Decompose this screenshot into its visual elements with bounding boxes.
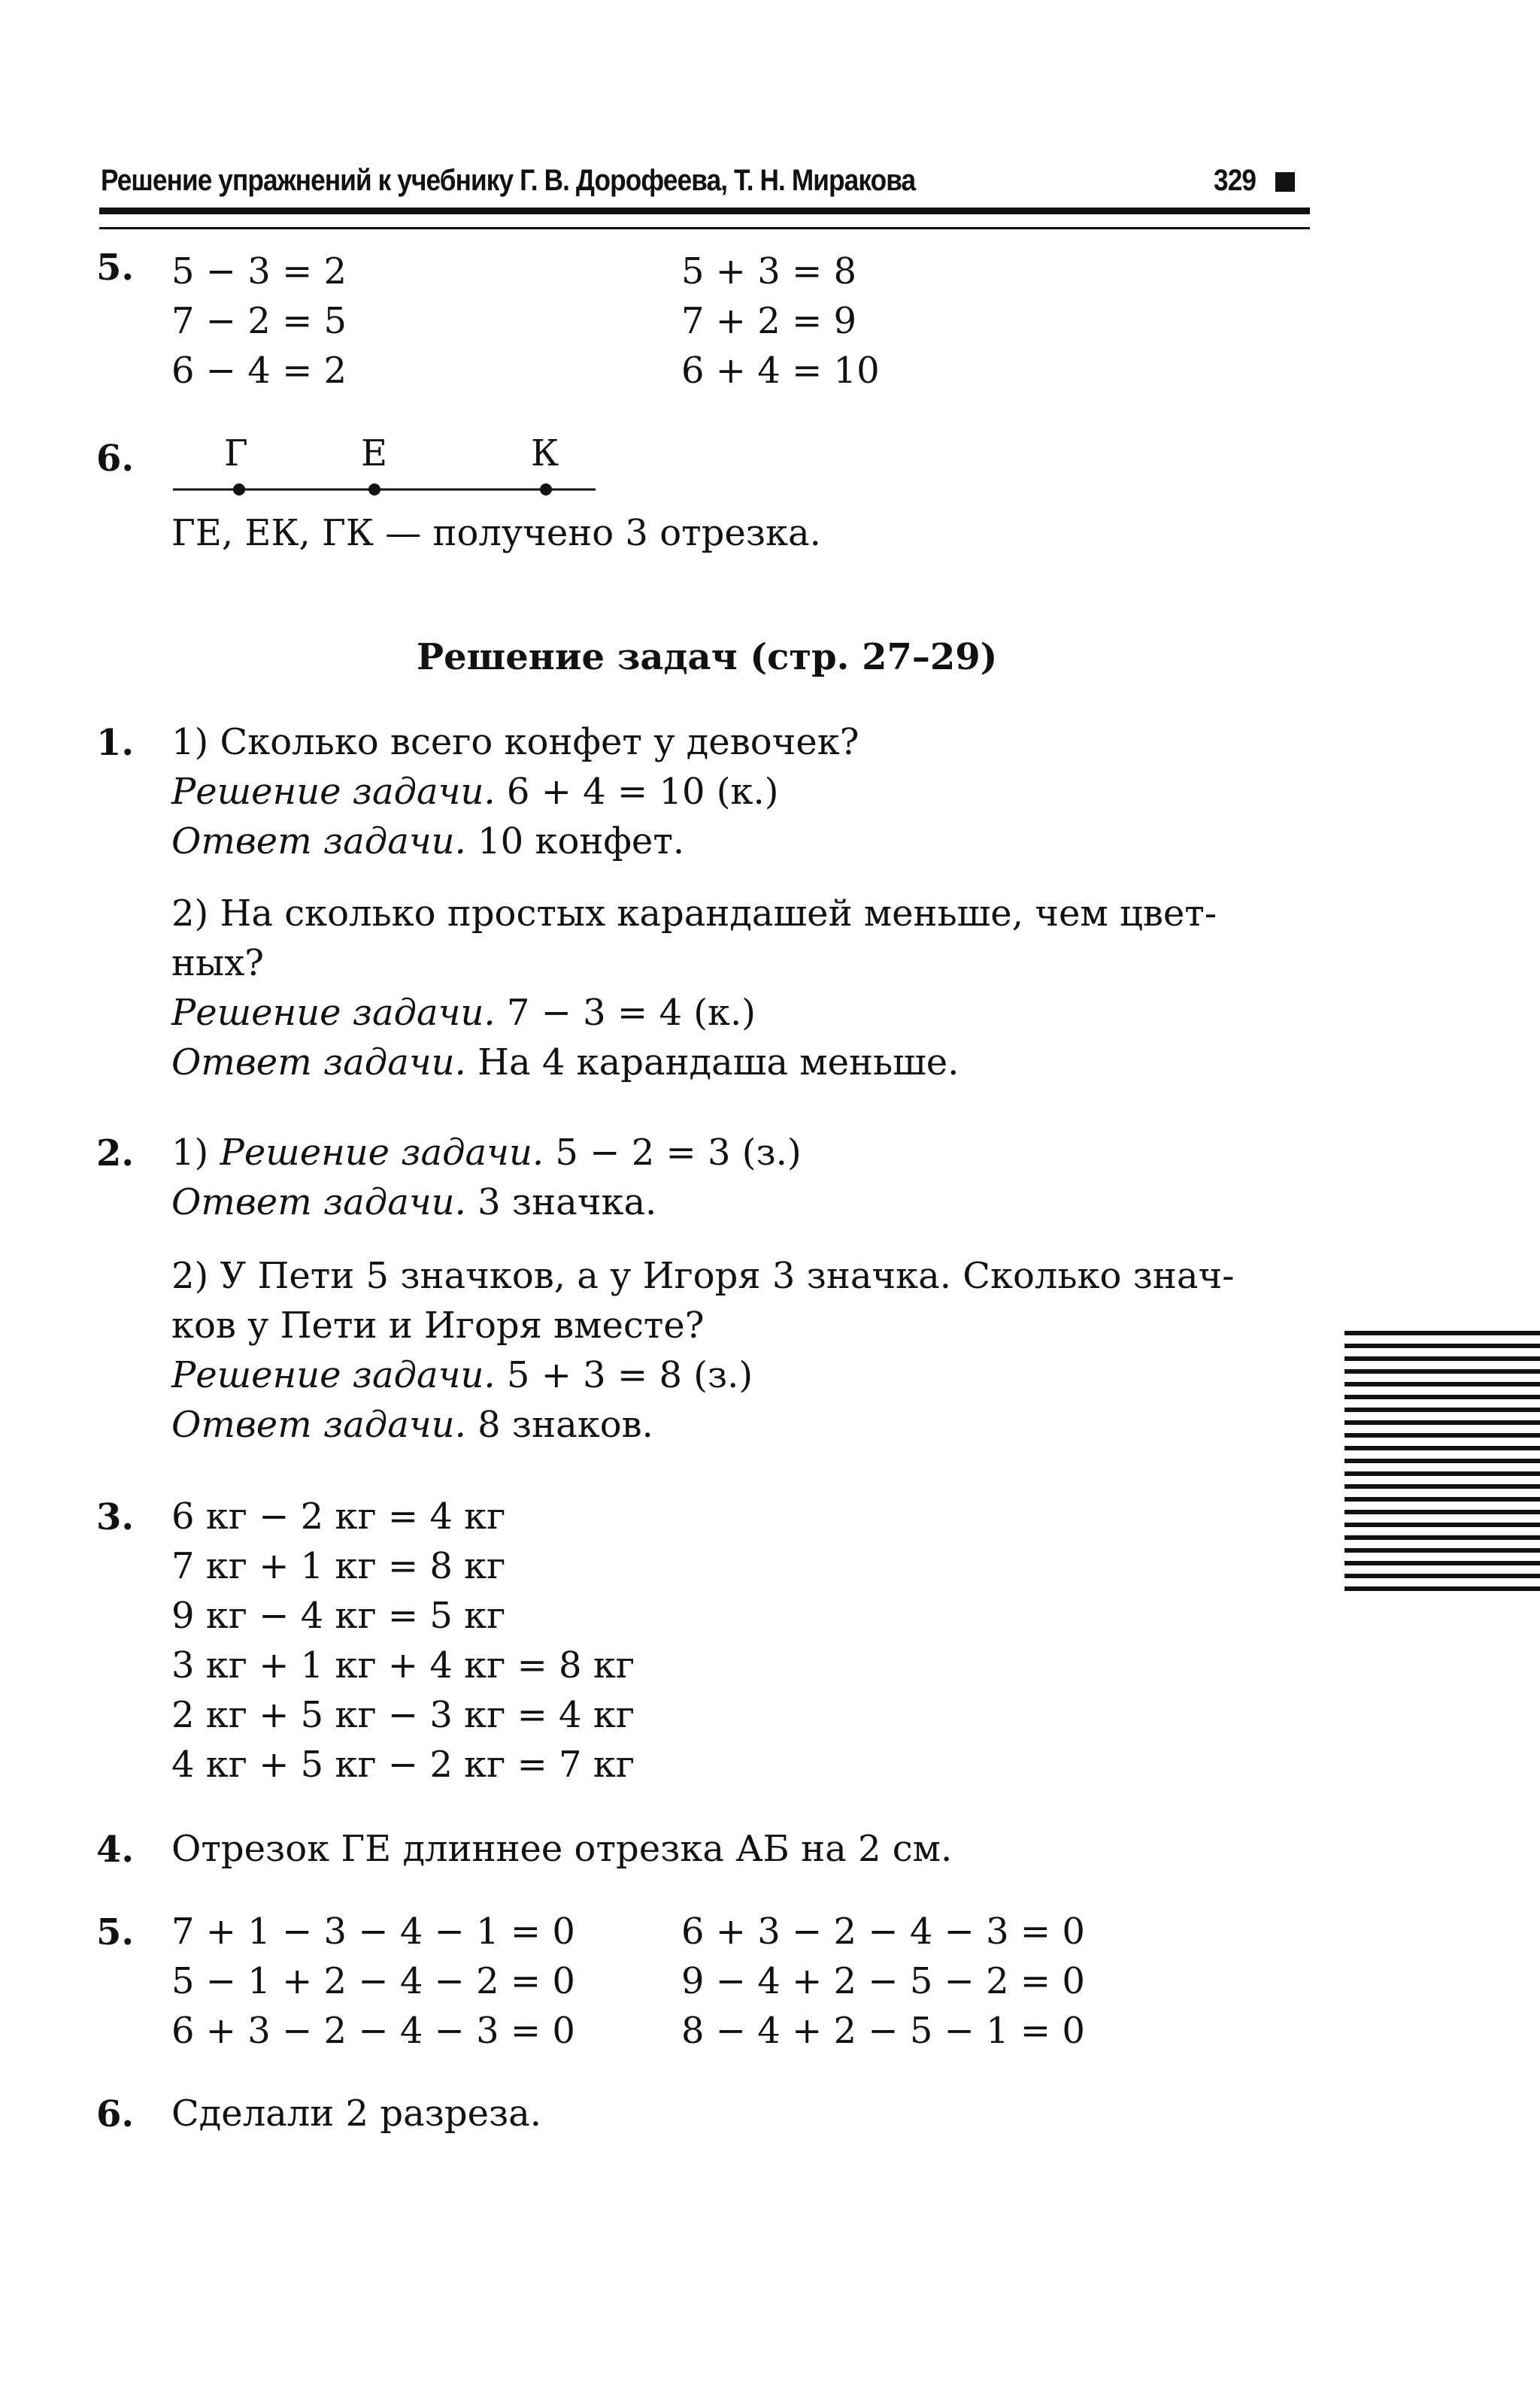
solution-value: 6 + 4 = 10 (к.)	[495, 771, 779, 813]
answer-line	[171, 1177, 656, 1227]
answer-value: 10 конфет.	[465, 820, 685, 862]
equation-line: 6 + 3 − 2 − 4 − 3 = 0	[171, 2010, 575, 2052]
equation-line: 7 + 1 − 3 − 4 − 1 = 0	[171, 1911, 575, 1953]
section-title: Решение задач (стр. 27–29)	[417, 636, 998, 678]
task-number: 1.	[96, 722, 135, 764]
solution-label: Решение задачи.	[171, 1354, 496, 1396]
segment-diagram	[165, 478, 602, 501]
equation-line: 5 + 3 = 8	[681, 250, 857, 292]
solution-line	[171, 1128, 802, 1177]
task-number: 4.	[96, 1829, 135, 1871]
equation-line: 5 − 1 + 2 − 4 − 2 = 0	[171, 1960, 575, 2002]
solution-label: Решение задачи.	[171, 992, 496, 1034]
solution-label: Решение задачи.	[171, 771, 496, 813]
answer-line	[171, 817, 684, 866]
equation-line: 2 кг + 5 кг − 3 кг = 4 кг	[171, 1694, 635, 1736]
exercise-number: 6.	[96, 438, 135, 480]
part-prefix: 1)	[171, 1132, 220, 1174]
equation-line: 6 − 4 = 2	[171, 350, 347, 392]
answer-value: 3 значка.	[465, 1181, 657, 1223]
answer-text: Отрезок ГЕ длиннее отрезка АБ на 2 см.	[171, 1828, 953, 1870]
solution-label: Решение задачи.	[220, 1132, 544, 1174]
equation-line: 8 − 4 + 2 − 5 − 1 = 0	[681, 2010, 1085, 2052]
solution-value: 5 + 3 = 8 (з.)	[495, 1354, 753, 1396]
equation-line: 4 кг + 5 кг − 2 кг = 7 кг	[171, 1744, 635, 1786]
point-label-e: Е	[361, 432, 388, 474]
answer-text: Сделали 2 разреза.	[171, 2093, 542, 2135]
task-number: 5.	[96, 1911, 135, 1953]
equation-line: 9 кг − 4 кг = 5 кг	[171, 1595, 506, 1637]
point-label-k: К	[531, 432, 559, 474]
solution-value: 5 − 2 = 3 (з.)	[544, 1132, 802, 1174]
answer-line	[171, 1038, 959, 1087]
solution-line	[171, 988, 756, 1038]
answer-value: На 4 карандаша меньше.	[465, 1041, 959, 1083]
equation-line: 7 + 2 = 9	[681, 300, 857, 342]
task-question-cont: ных?	[171, 942, 264, 984]
header-rule-thick	[99, 208, 1310, 214]
equation-line: 3 кг + 1 кг + 4 кг = 8 кг	[171, 1644, 635, 1686]
answer-text: ГЕ, ЕК, ГК — получено 3 отрезка.	[171, 512, 821, 554]
header-square-icon	[1275, 172, 1295, 192]
task-question-cont: ков у Пети и Игоря вместе?	[171, 1305, 705, 1347]
equation-line: 6 кг − 2 кг = 4 кг	[171, 1496, 506, 1538]
equation-line: 7 кг + 1 кг = 8 кг	[171, 1545, 506, 1587]
answer-value: 8 знаков.	[465, 1404, 653, 1446]
task-question: 2) На сколько простых карандашей меньше, чем цвет-	[171, 892, 1217, 935]
answer-label: Ответ задачи.	[171, 1181, 466, 1223]
equation-line: 6 + 3 − 2 − 4 − 3 = 0	[681, 1911, 1085, 1953]
task-number: 3.	[96, 1496, 135, 1538]
solution-line	[171, 767, 779, 817]
task-number: 6.	[96, 2093, 135, 2135]
equation-line: 9 − 4 + 2 − 5 − 2 = 0	[681, 1960, 1085, 2002]
segment-point	[233, 483, 245, 495]
task-question: 2) У Пети 5 значков, а у Игоря 3 значка. Сколько знач-	[171, 1255, 1235, 1297]
running-title: Решение упражнений к учебнику Г. В. Дорофеева, Т. Н. Миракова	[101, 164, 916, 197]
page-number: 329	[1214, 164, 1257, 197]
answer-label: Ответ задачи.	[171, 1404, 466, 1446]
task-number: 2.	[96, 1132, 135, 1174]
header-rule-thin	[99, 227, 1310, 229]
answer-label: Ответ задачи.	[171, 1041, 466, 1083]
segment-point	[368, 483, 380, 495]
equation-line: 6 + 4 = 10	[681, 350, 880, 392]
solution-value: 7 − 3 = 4 (к.)	[495, 992, 756, 1034]
segment-point	[540, 483, 552, 495]
exercise-number: 5.	[96, 247, 135, 289]
equation-line: 5 − 3 = 2	[171, 250, 347, 292]
point-label-g: Г	[224, 432, 248, 474]
answer-line	[171, 1400, 653, 1450]
equation-line: 7 − 2 = 5	[171, 300, 347, 342]
task-question: 1) Сколько всего конфет у девочек?	[171, 721, 859, 763]
solution-line	[171, 1350, 753, 1400]
answer-label: Ответ задачи.	[171, 820, 466, 862]
